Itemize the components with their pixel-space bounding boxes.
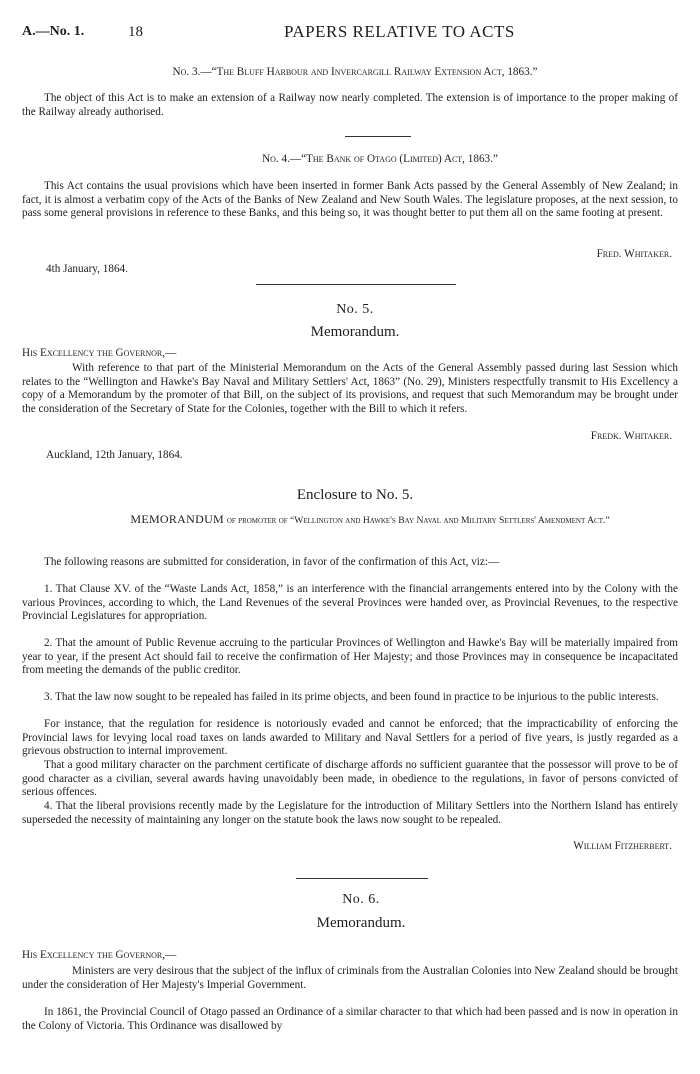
- enclosure-instance-paragraph: For instance, that the regulation for residence is notoriously evaded and cannot be enforced; that the impracticability of enforcing the Provincial laws for levying local road taxes on lands awarded to Military and Naval Settlers for a period of five years, is justly regarded as a grievous obstruction to internal improvement.: [22, 718, 678, 758]
- memo-5-number: No. 5.: [336, 302, 374, 317]
- memo-5-title: Memorandum.: [310, 324, 400, 340]
- act-3-body: The object of this Act is to make an extension of a Railway now nearly completed. The extension is of importance to the proper making of the Railway already authorised.: [22, 92, 678, 118]
- act-4-body: This Act contains the usual provisions which have been inserted in former Bank Acts passed by the General Assembly of New Zealand; in fact, it is almost a verbatim copy of the Acts of the Banks of New Zealand and New South Wales. The legislature proposes, at the next session, to pass some general provisions in reference to these Banks, and this being so, it was thought better to put them all on the same footing at present.: [22, 180, 678, 220]
- paper-reference: A.—No. 1.: [22, 24, 85, 39]
- memo-6-number: No. 6.: [342, 892, 380, 907]
- memo-6-title: Memorandum.: [316, 915, 406, 931]
- enclosure-character-paragraph: That a good military character on the parchment certificate of discharge affords no sufficient guarantee that the possessor will prove to be of good character as a civilian, several awards having unavoidably been made, in obedience to the regulations, in favor of persons convicted of serious offences.: [22, 759, 678, 799]
- enclosure-intro: The following reasons are submitted for consideration, in favor of the confirmation of this Act, viz:—: [44, 556, 500, 568]
- running-title: PAPERS RELATIVE TO ACTS: [284, 22, 515, 41]
- divider: [345, 136, 411, 137]
- memo-5-signature: Fredk. Whitaker.: [590, 430, 672, 442]
- section-divider: [296, 878, 428, 879]
- enclosure-memo-word: MEMORANDUM: [130, 512, 225, 526]
- enclosure-point-1: 1. That Clause XV. of the “Waste Lands Act, 1858,” is an interference with the financial arrangements entered into by the Colony with the various Provinces, according to which, the Land Revenues of the several Provinces were handed over, as Provincial Revenues, to the respective Provincial Legislatures for appropriation.: [22, 583, 678, 623]
- page-number: 18: [128, 24, 143, 40]
- memo-5-date: Auckland, 12th January, 1864.: [46, 449, 183, 461]
- act-4-date: 4th January, 1864.: [46, 263, 128, 275]
- enclosure-signature: William Fitzherbert.: [573, 840, 672, 852]
- memo-6-paragraph-1: Ministers are very desirous that the subject of the influx of criminals from the Australian Colonies into New Zealand should be brought under the consideration of Her Majesty's Imperial Government.: [22, 965, 678, 991]
- section-divider: [256, 284, 456, 285]
- memo-5-addressee: His Excellency the Governor,—: [22, 347, 177, 359]
- enclosure-point-3: 3. That the law now sought to be repealed has failed in its prime objects, and been found in practice to be injurious to the public interests.: [44, 691, 659, 703]
- enclosure-point-4: 4. That the liberal provisions recently made by the Legislature for the introduction of Military Settlers into the Northern Island has entirely superseded the necessity of maintaining any longer on the statute book the laws now sought to be repealed.: [22, 800, 678, 826]
- enclosure-memo-subject: of promoter of “Wellington and Hawke's Bay Naval and Military Settlers' Amendment Act.”: [226, 515, 610, 526]
- enclosure-title: Enclosure to No. 5.: [296, 487, 414, 503]
- act-4-heading: No. 4.—“The Bank of Otago (Limited) Act, 1863.”: [262, 153, 498, 165]
- act-3-heading: No. 3.—“The Bluff Harbour and Invercargill Railway Extension Act, 1863.”: [172, 66, 538, 78]
- enclosure-point-2: 2. That the amount of Public Revenue accruing to the particular Provinces of Wellington and Hawke's Bay will be materially impaired from year to year, if the present Act should fail to receive the confirmation of Her Majesty; and those Provinces may in consequence be incapacitated from meeting the demands of the public creditor.: [22, 637, 678, 677]
- memo-6-paragraph-2: In 1861, the Provincial Council of Otago passed an Ordinance of a similar character to that which had been passed and is now in operation in the Colony of Victoria. This Ordinance was disallowed by: [22, 1006, 678, 1032]
- act-4-signature: Fred. Whitaker.: [596, 248, 672, 260]
- memo-5-body: With reference to that part of the Ministerial Memorandum on the Acts of the General Assembly passed during last Session which relates to the “Wellington and Hawke's Bay Naval and Military Settlers' Act, 1863” (No. 29), Ministers respectfully transmit to His Excellency a copy of a Memorandum by the promoter of that Bill, on the subject of its provisions, and request that such Memorandum may be brought under the consideration of the Secretary of State for the Colonies, together with the Bill to which it refers.: [22, 362, 678, 415]
- memo-6-addressee: His Excellency the Governor,—: [22, 949, 177, 961]
- enclosure-heading: [110, 513, 630, 528]
